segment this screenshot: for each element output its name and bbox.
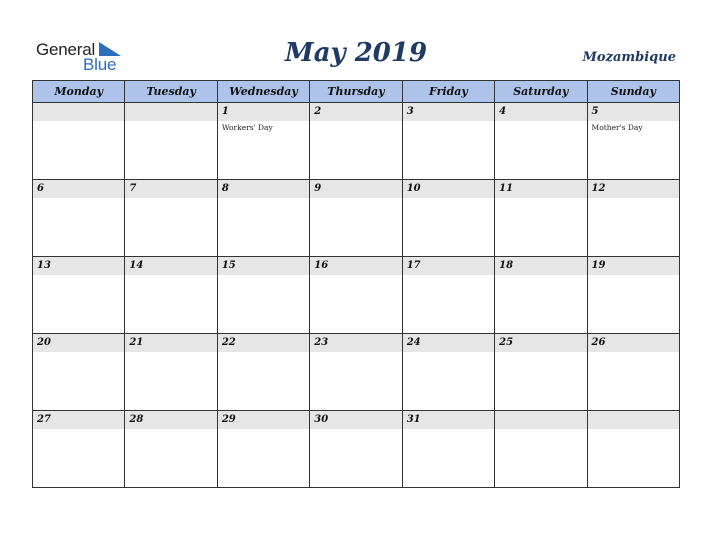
day-number-band [403, 257, 494, 275]
day-number-band [588, 334, 679, 352]
day-number: 31 [406, 414, 421, 425]
day-number-band [218, 103, 309, 121]
day-cell [125, 103, 217, 180]
day-number-band [403, 103, 494, 121]
day-cell [217, 411, 309, 488]
day-number-band [403, 334, 494, 352]
weekday-header: Saturday [495, 81, 587, 103]
day-cell [310, 103, 402, 180]
week-row [33, 257, 680, 334]
weekday-header: Monday [33, 81, 125, 103]
day-number: 5 [591, 106, 599, 117]
day-number: 13 [37, 260, 51, 271]
day-number: 9 [314, 183, 322, 194]
day-cell [33, 103, 125, 180]
day-cell [33, 411, 125, 488]
day-cell [217, 334, 309, 411]
day-cell [495, 180, 587, 257]
day-cell [402, 411, 494, 488]
day-cell [495, 257, 587, 334]
day-number: 1 [221, 106, 229, 117]
day-number: 22 [221, 337, 236, 348]
day-number-band [310, 257, 401, 275]
day-number-band [588, 103, 679, 121]
weekday-header: Sunday [587, 81, 679, 103]
day-number-band [33, 257, 124, 275]
day-number-band [218, 257, 309, 275]
day-number: 18 [499, 260, 514, 271]
day-number: 3 [406, 106, 414, 117]
calendar-grid [32, 80, 680, 488]
day-cell [402, 334, 494, 411]
day-cell [217, 180, 309, 257]
day-number: 14 [129, 260, 144, 271]
day-number: 24 [406, 337, 421, 348]
day-number: 25 [499, 337, 514, 348]
day-number: 19 [591, 260, 606, 271]
day-number-band [33, 411, 124, 429]
day-cell [33, 334, 125, 411]
day-number-band [310, 103, 401, 121]
day-number-band [495, 334, 586, 352]
day-number: 10 [406, 183, 421, 194]
holiday-label: Mother's Day [591, 123, 643, 132]
day-cell [587, 103, 679, 180]
day-number-band [310, 180, 401, 198]
day-cell [402, 257, 494, 334]
day-number-band [588, 257, 679, 275]
day-number-band [403, 180, 494, 198]
day-number-band [218, 411, 309, 429]
day-number-band [588, 180, 679, 198]
day-cell [587, 411, 679, 488]
day-number: 23 [314, 337, 329, 348]
day-number-band [310, 334, 401, 352]
weekday-header: Thursday [310, 81, 402, 103]
day-cell [310, 334, 402, 411]
weekday-header: Tuesday [125, 81, 217, 103]
day-number-band [33, 103, 124, 121]
day-number: 4 [499, 106, 507, 117]
weekday-header: Wednesday [217, 81, 309, 103]
logo-text-blue: Blue [83, 55, 117, 74]
day-number-band [125, 180, 216, 198]
week-row [33, 334, 680, 411]
day-number: 15 [221, 260, 236, 271]
day-number-band [218, 334, 309, 352]
day-number: 16 [314, 260, 329, 271]
logo-text-general: General [36, 40, 96, 59]
week-row [33, 180, 680, 257]
day-cell [125, 257, 217, 334]
day-number-band [33, 334, 124, 352]
day-number-band [125, 103, 216, 121]
week-row [33, 103, 680, 180]
day-cell [495, 334, 587, 411]
day-number: 30 [314, 414, 329, 425]
day-number-band [588, 411, 679, 429]
day-cell [402, 180, 494, 257]
day-number-band [125, 257, 216, 275]
week-row [33, 411, 680, 488]
day-cell [217, 257, 309, 334]
day-cell [587, 180, 679, 257]
day-cell [402, 103, 494, 180]
day-cell [125, 411, 217, 488]
day-cell [495, 103, 587, 180]
day-number-band [495, 103, 586, 121]
day-cell [33, 257, 125, 334]
day-cell [310, 180, 402, 257]
day-cell [33, 180, 125, 257]
day-number: 21 [129, 337, 144, 348]
day-number-band [495, 257, 586, 275]
day-number-band [218, 180, 309, 198]
day-number: 7 [129, 183, 137, 194]
day-cell [310, 257, 402, 334]
day-number: 12 [591, 183, 606, 194]
day-number-band [310, 411, 401, 429]
day-number-band [495, 411, 586, 429]
day-number: 11 [499, 183, 514, 194]
holiday-label: Workers' Day [221, 123, 273, 132]
day-number-band [125, 334, 216, 352]
day-number: 8 [221, 183, 229, 194]
day-number: 6 [37, 183, 44, 194]
day-number: 20 [37, 337, 51, 348]
day-cell [125, 334, 217, 411]
day-number-band [403, 411, 494, 429]
day-number: 26 [591, 337, 606, 348]
day-cell [125, 180, 217, 257]
country-name: Mozambique [582, 50, 676, 65]
calendar-title: May 2019 [284, 38, 428, 68]
weekday-header: Friday [402, 81, 494, 103]
day-number-band [495, 180, 586, 198]
weekday-header-row [33, 81, 680, 103]
day-cell [217, 103, 309, 180]
day-number: 29 [221, 414, 236, 425]
day-number: 28 [129, 414, 144, 425]
day-number: 2 [314, 106, 322, 117]
day-cell [310, 411, 402, 488]
day-cell [495, 411, 587, 488]
day-number-band [125, 411, 216, 429]
day-number-band [33, 180, 124, 198]
day-cell [587, 334, 679, 411]
day-number: 17 [406, 260, 421, 271]
day-number: 27 [37, 414, 51, 425]
day-cell [587, 257, 679, 334]
